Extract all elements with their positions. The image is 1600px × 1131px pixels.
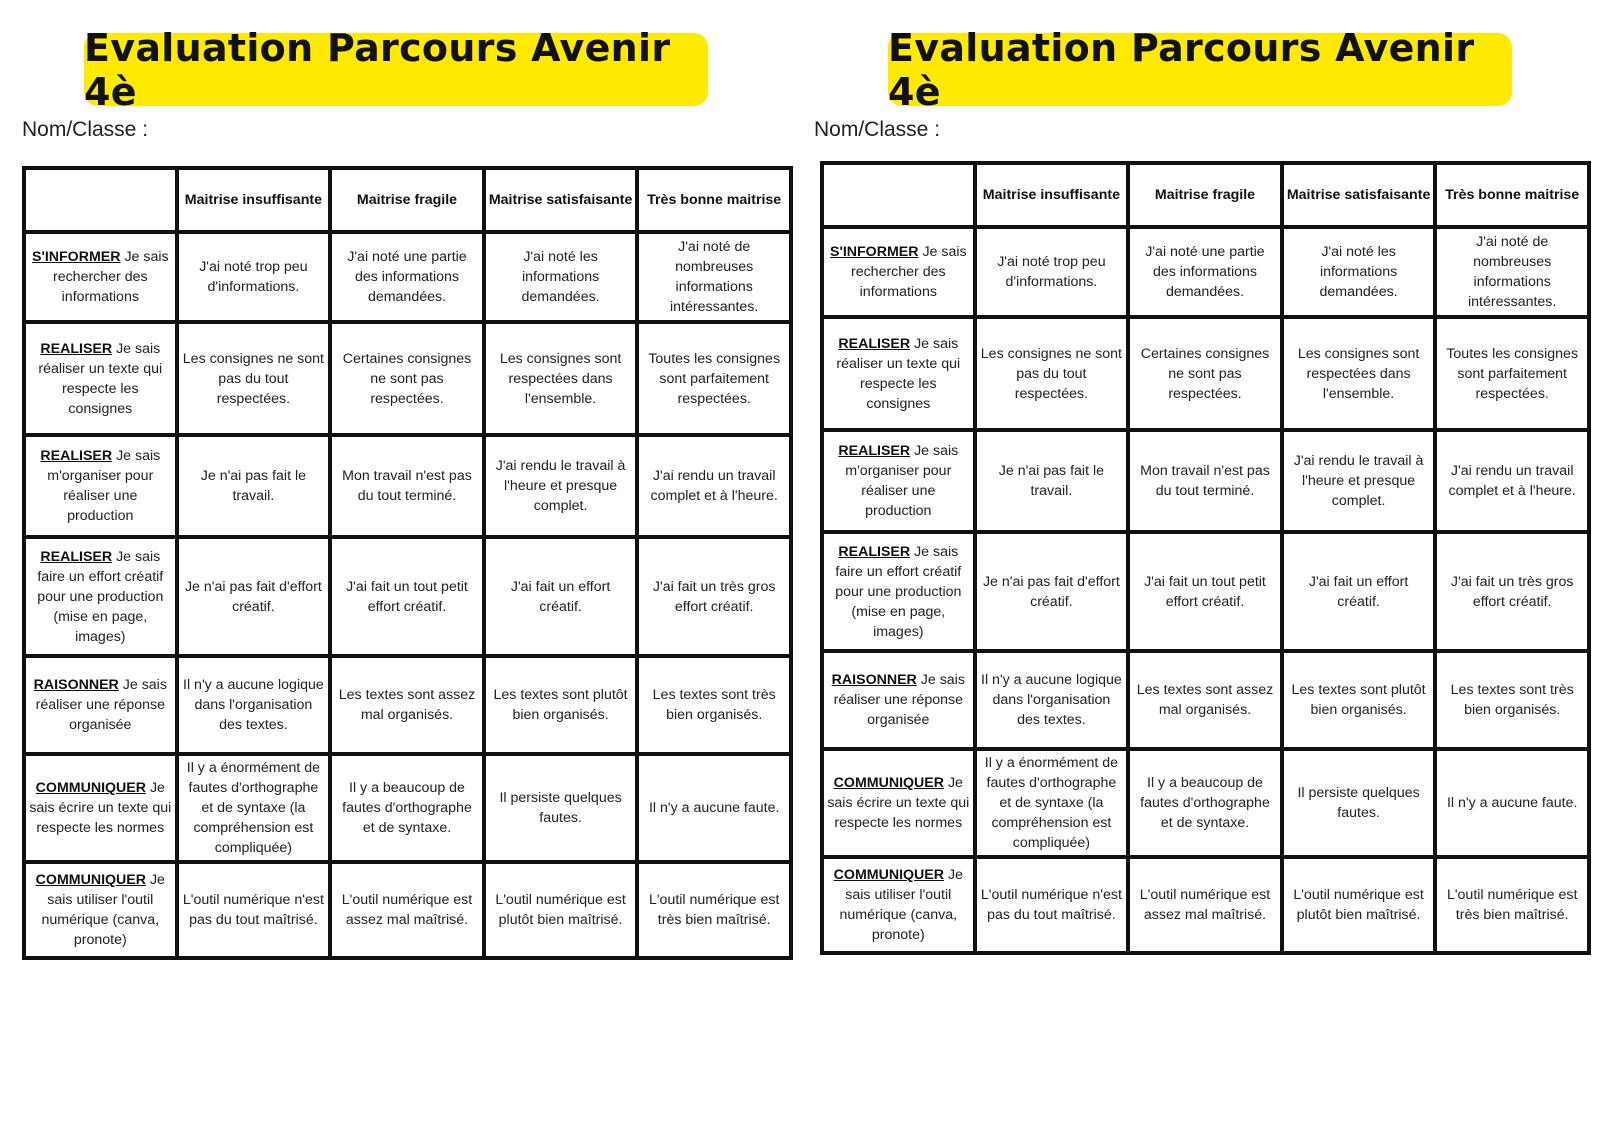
table-row bbox=[822, 317, 1589, 430]
criterion-cell: J'ai fait un effort créatif. bbox=[484, 537, 638, 656]
skill-cell bbox=[24, 862, 177, 958]
skill-cell bbox=[822, 317, 975, 430]
level-header: Maitrise insuffisante bbox=[177, 168, 331, 232]
criterion-cell: Il n'y a aucune logique dans l'organisation des textes. bbox=[177, 656, 331, 754]
skill-cell bbox=[24, 537, 177, 656]
criterion-cell: L'outil numérique est plutôt bien maîtrisé. bbox=[484, 862, 638, 958]
skill-description: Je sais réaliser un texte qui respecte les consignes bbox=[38, 340, 163, 417]
criterion-cell: J'ai fait un très gros effort créatif. bbox=[1435, 532, 1589, 651]
criterion-cell: Il n'y a aucune logique dans l'organisation des textes. bbox=[975, 651, 1129, 749]
criterion-cell: Certaines consignes ne sont pas respectées. bbox=[330, 322, 484, 435]
criterion-cell: J'ai fait un effort créatif. bbox=[1282, 532, 1436, 651]
table-row bbox=[822, 857, 1589, 953]
criterion-cell: Toutes les consignes sont parfaitement respectées. bbox=[1435, 317, 1589, 430]
header-row bbox=[822, 163, 1589, 227]
skill-name: COMMUNIQUER bbox=[833, 867, 944, 883]
table-row bbox=[822, 430, 1589, 532]
criterion-cell: J'ai noté trop peu d'informations. bbox=[177, 232, 331, 322]
skill-description: Je sais réaliser une réponse organisée bbox=[833, 672, 965, 728]
skill-cell bbox=[822, 227, 975, 317]
skill-cell bbox=[822, 532, 975, 651]
level-header: Maitrise fragile bbox=[330, 168, 484, 232]
criterion-cell: Les textes sont très bien organisés. bbox=[637, 656, 791, 754]
skill-cell bbox=[822, 651, 975, 749]
level-header: Maitrise insuffisante bbox=[975, 163, 1129, 227]
table-row bbox=[24, 656, 791, 754]
skill-cell bbox=[822, 857, 975, 953]
level-header: Très bonne maitrise bbox=[637, 168, 791, 232]
table-row bbox=[24, 232, 791, 322]
criterion-cell: Les textes sont plutôt bien organisés. bbox=[484, 656, 638, 754]
criterion-cell: J'ai rendu le travail à l'heure et presque complet. bbox=[484, 435, 638, 537]
skill-name: S'INFORMER bbox=[31, 249, 121, 265]
criterion-cell: L'outil numérique est assez mal maîtrisé. bbox=[1128, 857, 1282, 953]
criterion-cell: Je n'ai pas fait le travail. bbox=[177, 435, 331, 537]
criterion-cell: J'ai noté une partie des informations demandées. bbox=[330, 232, 484, 322]
criterion-cell: Je n'ai pas fait d'effort créatif. bbox=[177, 537, 331, 656]
skill-name: REALISER bbox=[838, 543, 911, 560]
skill-name: REALISER bbox=[40, 448, 113, 464]
criterion-cell: J'ai fait un tout petit effort créatif. bbox=[1128, 532, 1282, 651]
level-header: Maitrise fragile bbox=[1128, 163, 1282, 227]
skill-name: REALISER bbox=[838, 443, 911, 459]
skill-name: REALISER bbox=[40, 340, 113, 357]
criterion-cell: J'ai rendu un travail complet et à l'heure. bbox=[1435, 430, 1589, 532]
skill-description: Je sais faire un effort créatif pour une production (mise en page, images) bbox=[37, 548, 164, 645]
criterion-cell: Je n'ai pas fait le travail. bbox=[975, 430, 1129, 532]
criterion-cell: Il n'y a aucune faute. bbox=[637, 754, 791, 862]
skill-description: Je sais réaliser une réponse organisée bbox=[35, 677, 167, 733]
skill-cell bbox=[24, 754, 177, 862]
criterion-cell: Les textes sont assez mal organisés. bbox=[1128, 651, 1282, 749]
corner-cell bbox=[24, 168, 177, 232]
criterion-cell: Les consignes ne sont pas du tout respectées. bbox=[975, 317, 1129, 430]
skill-cell bbox=[822, 430, 975, 532]
criterion-cell: Mon travail n'est pas du tout terminé. bbox=[330, 435, 484, 537]
criterion-cell: Les textes sont plutôt bien organisés. bbox=[1282, 651, 1436, 749]
table-row bbox=[822, 651, 1589, 749]
evaluation-grid bbox=[820, 161, 1591, 955]
skill-name: RAISONNER bbox=[831, 672, 917, 688]
skill-cell bbox=[24, 435, 177, 537]
skill-cell bbox=[24, 232, 177, 322]
skill-description: Je sais rechercher des informations bbox=[850, 244, 967, 300]
criterion-cell: Il n'y a aucune faute. bbox=[1435, 749, 1589, 857]
criterion-cell: Certaines consignes ne sont pas respectées. bbox=[1128, 317, 1282, 430]
criterion-cell: L'outil numérique est très bien maîtrisé. bbox=[1435, 857, 1589, 953]
criterion-cell: J'ai rendu un travail complet et à l'heure. bbox=[637, 435, 791, 537]
criterion-cell: J'ai noté les informations demandées. bbox=[1282, 227, 1436, 317]
criterion-cell: Les textes sont très bien organisés. bbox=[1435, 651, 1589, 749]
table-row bbox=[24, 862, 791, 958]
skill-name: S'INFORMER bbox=[829, 244, 919, 260]
criterion-cell: Les textes sont assez mal organisés. bbox=[330, 656, 484, 754]
level-header: Maitrise satisfaisante bbox=[1282, 163, 1436, 227]
skill-name: REALISER bbox=[838, 335, 911, 352]
skill-description: Je sais m'organiser pour réaliser une production bbox=[47, 448, 161, 524]
table-row bbox=[24, 435, 791, 537]
criterion-cell: J'ai rendu le travail à l'heure et presque complet. bbox=[1282, 430, 1436, 532]
criterion-cell: Il y a énormément de fautes d'orthographe et de syntaxe (la compréhension est compliquée) bbox=[177, 754, 331, 862]
criterion-cell: Il y a beaucoup de fautes d'orthographe et de syntaxe. bbox=[1128, 749, 1282, 857]
skill-description: Je sais faire un effort créatif pour une production (mise en page, images) bbox=[835, 543, 962, 640]
criterion-cell: J'ai noté de nombreuses informations intéressantes. bbox=[1435, 227, 1589, 317]
skill-description: Je sais écrire un texte qui respecte les normes bbox=[29, 780, 172, 836]
corner-cell bbox=[822, 163, 975, 227]
page-title: Evaluation Parcours Avenir 4è bbox=[888, 33, 1512, 106]
criterion-cell: L'outil numérique est assez mal maîtrisé. bbox=[330, 862, 484, 958]
evaluation-grid bbox=[22, 166, 793, 960]
skill-description: Je sais utiliser l'outil numérique (canva, pronote) bbox=[839, 867, 963, 943]
criterion-cell: J'ai noté de nombreuses informations intéressantes. bbox=[637, 232, 791, 322]
criterion-cell: J'ai noté une partie des informations demandées. bbox=[1128, 227, 1282, 317]
skill-name: COMMUNIQUER bbox=[35, 780, 146, 796]
criterion-cell: J'ai fait un tout petit effort créatif. bbox=[330, 537, 484, 656]
table-row bbox=[24, 537, 791, 656]
criterion-cell: L'outil numérique est très bien maîtrisé. bbox=[637, 862, 791, 958]
level-header: Très bonne maitrise bbox=[1435, 163, 1589, 227]
criterion-cell: Il y a beaucoup de fautes d'orthographe et de syntaxe. bbox=[330, 754, 484, 862]
criterion-cell: Les consignes sont respectées dans l'ensemble. bbox=[1282, 317, 1436, 430]
skill-cell bbox=[24, 322, 177, 435]
criterion-cell: J'ai noté les informations demandées. bbox=[484, 232, 638, 322]
table-row bbox=[24, 754, 791, 862]
skill-description: Je sais écrire un texte qui respecte les normes bbox=[827, 775, 970, 831]
name-class-label: Nom/Classe : bbox=[22, 118, 149, 141]
criterion-cell: Les consignes sont respectées dans l'ensemble. bbox=[484, 322, 638, 435]
criterion-cell: Il persiste quelques fautes. bbox=[484, 754, 638, 862]
skill-description: Je sais réaliser un texte qui respecte les consignes bbox=[836, 335, 961, 412]
criterion-cell: J'ai noté trop peu d'informations. bbox=[975, 227, 1129, 317]
skill-description: Je sais m'organiser pour réaliser une production bbox=[845, 443, 959, 519]
criterion-cell: L'outil numérique n'est pas du tout maîtrisé. bbox=[177, 862, 331, 958]
criterion-cell: Les consignes ne sont pas du tout respectées. bbox=[177, 322, 331, 435]
skill-name: REALISER bbox=[40, 548, 113, 565]
table-row bbox=[822, 227, 1589, 317]
criterion-cell: L'outil numérique est plutôt bien maîtrisé. bbox=[1282, 857, 1436, 953]
table-row bbox=[822, 749, 1589, 857]
criterion-cell: Toutes les consignes sont parfaitement respectées. bbox=[637, 322, 791, 435]
skill-description: Je sais utiliser l'outil numérique (canva, pronote) bbox=[41, 872, 165, 948]
skill-cell bbox=[822, 749, 975, 857]
level-header: Maitrise satisfaisante bbox=[484, 168, 638, 232]
criterion-cell: J'ai fait un très gros effort créatif. bbox=[637, 537, 791, 656]
skill-name: RAISONNER bbox=[33, 677, 119, 693]
name-class-label: Nom/Classe : bbox=[814, 118, 941, 141]
page-title: Evaluation Parcours Avenir 4è bbox=[84, 33, 708, 106]
skill-name: COMMUNIQUER bbox=[35, 872, 146, 888]
criterion-cell: Il persiste quelques fautes. bbox=[1282, 749, 1436, 857]
criterion-cell: Je n'ai pas fait d'effort créatif. bbox=[975, 532, 1129, 651]
table-row bbox=[24, 322, 791, 435]
skill-name: COMMUNIQUER bbox=[833, 775, 944, 791]
table-row bbox=[822, 532, 1589, 651]
skill-description: Je sais rechercher des informations bbox=[52, 249, 169, 305]
skill-cell bbox=[24, 656, 177, 754]
criterion-cell: Il y a énormément de fautes d'orthographe et de syntaxe (la compréhension est compliquée) bbox=[975, 749, 1129, 857]
criterion-cell: Mon travail n'est pas du tout terminé. bbox=[1128, 430, 1282, 532]
header-row bbox=[24, 168, 791, 232]
criterion-cell: L'outil numérique n'est pas du tout maîtrisé. bbox=[975, 857, 1129, 953]
